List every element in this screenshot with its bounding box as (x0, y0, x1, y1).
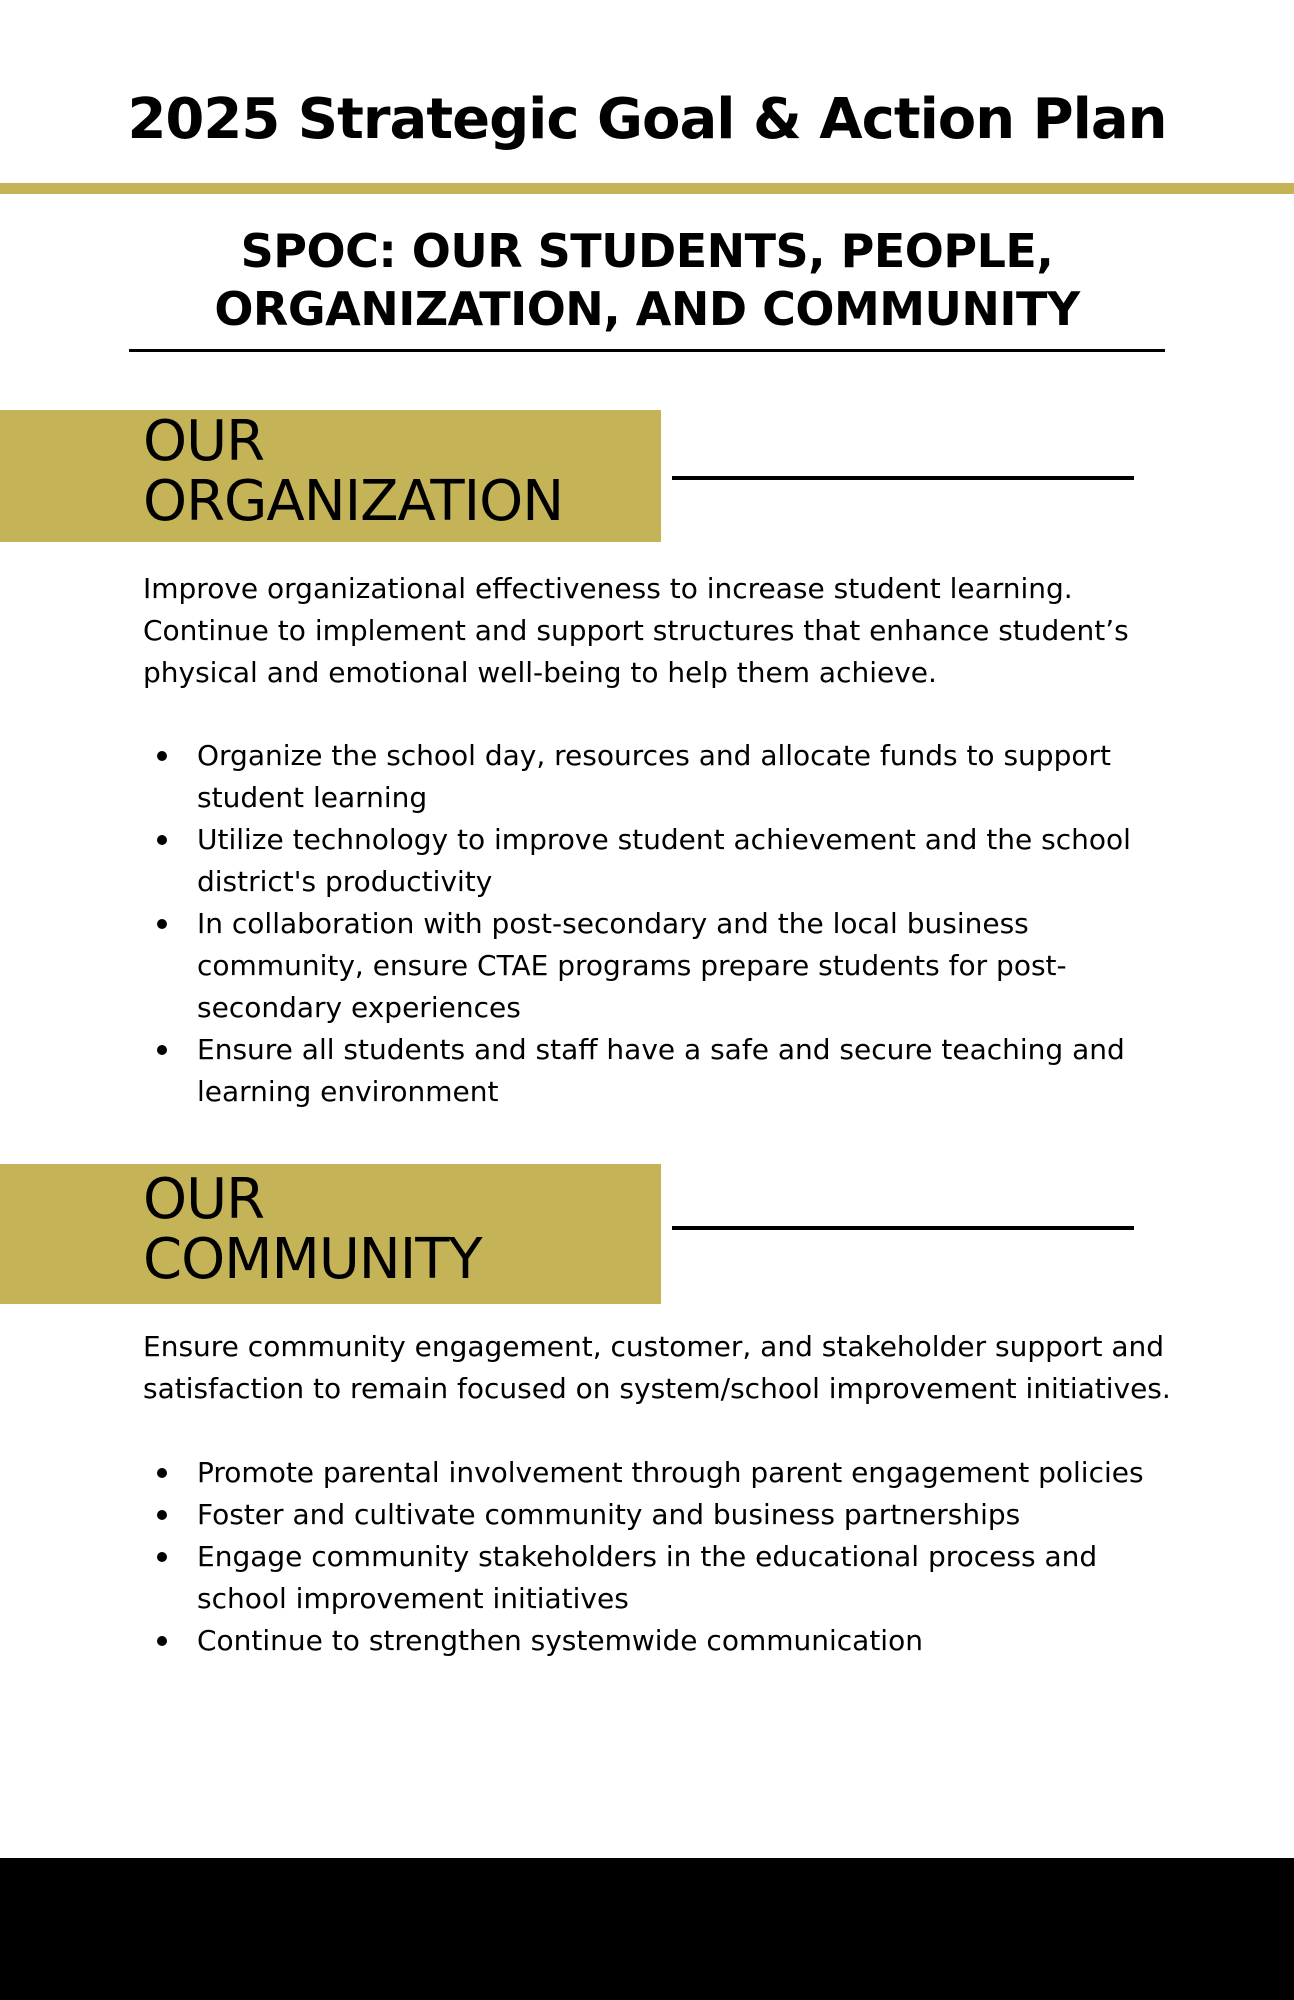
bullet-icon (157, 1510, 167, 1520)
intro-line: Improve organizational effectiveness to increase student learning. (143, 572, 1073, 605)
community-heading-rule (672, 1226, 1134, 1230)
subtitle-underline (129, 349, 1165, 352)
list-item-text: Ensure all students and staff have a safe and secure teaching and (197, 1033, 1125, 1066)
list-item-text: Utilize technology to improve student achievement and the school (197, 823, 1131, 856)
list-item (143, 903, 1203, 1029)
list-item-text: learning environment (197, 1075, 499, 1108)
organization-intro (143, 568, 1243, 694)
intro-line: Continue to implement and support structures that enhance student’s (143, 614, 1129, 647)
subtitle (0, 222, 1294, 338)
community-heading-line-1: OUR (143, 1167, 264, 1232)
list-item (143, 735, 1203, 819)
list-item (143, 1620, 1203, 1662)
organization-heading (143, 409, 564, 534)
list-item-text: student learning (197, 781, 428, 814)
organization-heading-line-1: OUR (143, 409, 264, 474)
list-item-text: secondary experiences (197, 991, 521, 1024)
subtitle-line-1: SPOC: OUR STUDENTS, PEOPLE, (240, 224, 1054, 278)
list-item-text: Foster and cultivate community and business partnerships (197, 1498, 1021, 1531)
subtitle-line-2: ORGANIZATION, AND COMMUNITY (214, 282, 1080, 336)
community-intro (143, 1326, 1243, 1410)
bullet-icon (157, 751, 167, 761)
bullet-icon (157, 1636, 167, 1646)
list-item-text: In collaboration with post-secondary and the local business (197, 907, 1029, 940)
list-item-text: Promote parental involvement through parent engagement policies (197, 1456, 1144, 1489)
list-item (143, 1452, 1203, 1494)
list-item (143, 1536, 1203, 1620)
community-bullet-list (143, 1452, 1203, 1662)
list-item-text: Continue to strengthen systemwide communication (197, 1624, 923, 1657)
organization-bullet-list (143, 735, 1203, 1113)
footer-bar (0, 1858, 1294, 2000)
intro-line: physical and emotional well-being to help them achieve. (143, 656, 937, 689)
bullet-icon (157, 1552, 167, 1562)
list-item-text: district's productivity (197, 865, 493, 898)
intro-line: Ensure community engagement, customer, and stakeholder support and (143, 1330, 1165, 1363)
bullet-icon (157, 1468, 167, 1478)
intro-line: satisfaction to remain focused on system/school improvement initiatives. (143, 1372, 1171, 1405)
list-item-text: community, ensure CTAE programs prepare students for post- (197, 949, 1067, 982)
community-heading (143, 1167, 482, 1292)
list-item-text: school improvement initiatives (197, 1582, 629, 1615)
bullet-icon (157, 835, 167, 845)
list-item (143, 819, 1203, 903)
list-item (143, 1494, 1203, 1536)
title-underline-gold (0, 183, 1294, 194)
list-item-text: Organize the school day, resources and allocate funds to support (197, 739, 1111, 772)
bullet-icon (157, 919, 167, 929)
list-item-text: Engage community stakeholders in the educational process and (197, 1540, 1098, 1573)
organization-heading-rule (672, 476, 1134, 480)
page-title: 2025 Strategic Goal & Action Plan (127, 87, 1167, 152)
community-heading-line-2: COMMUNITY (143, 1227, 482, 1292)
bullet-icon (157, 1045, 167, 1055)
list-item (143, 1029, 1203, 1113)
organization-heading-line-2: ORGANIZATION (143, 469, 564, 534)
